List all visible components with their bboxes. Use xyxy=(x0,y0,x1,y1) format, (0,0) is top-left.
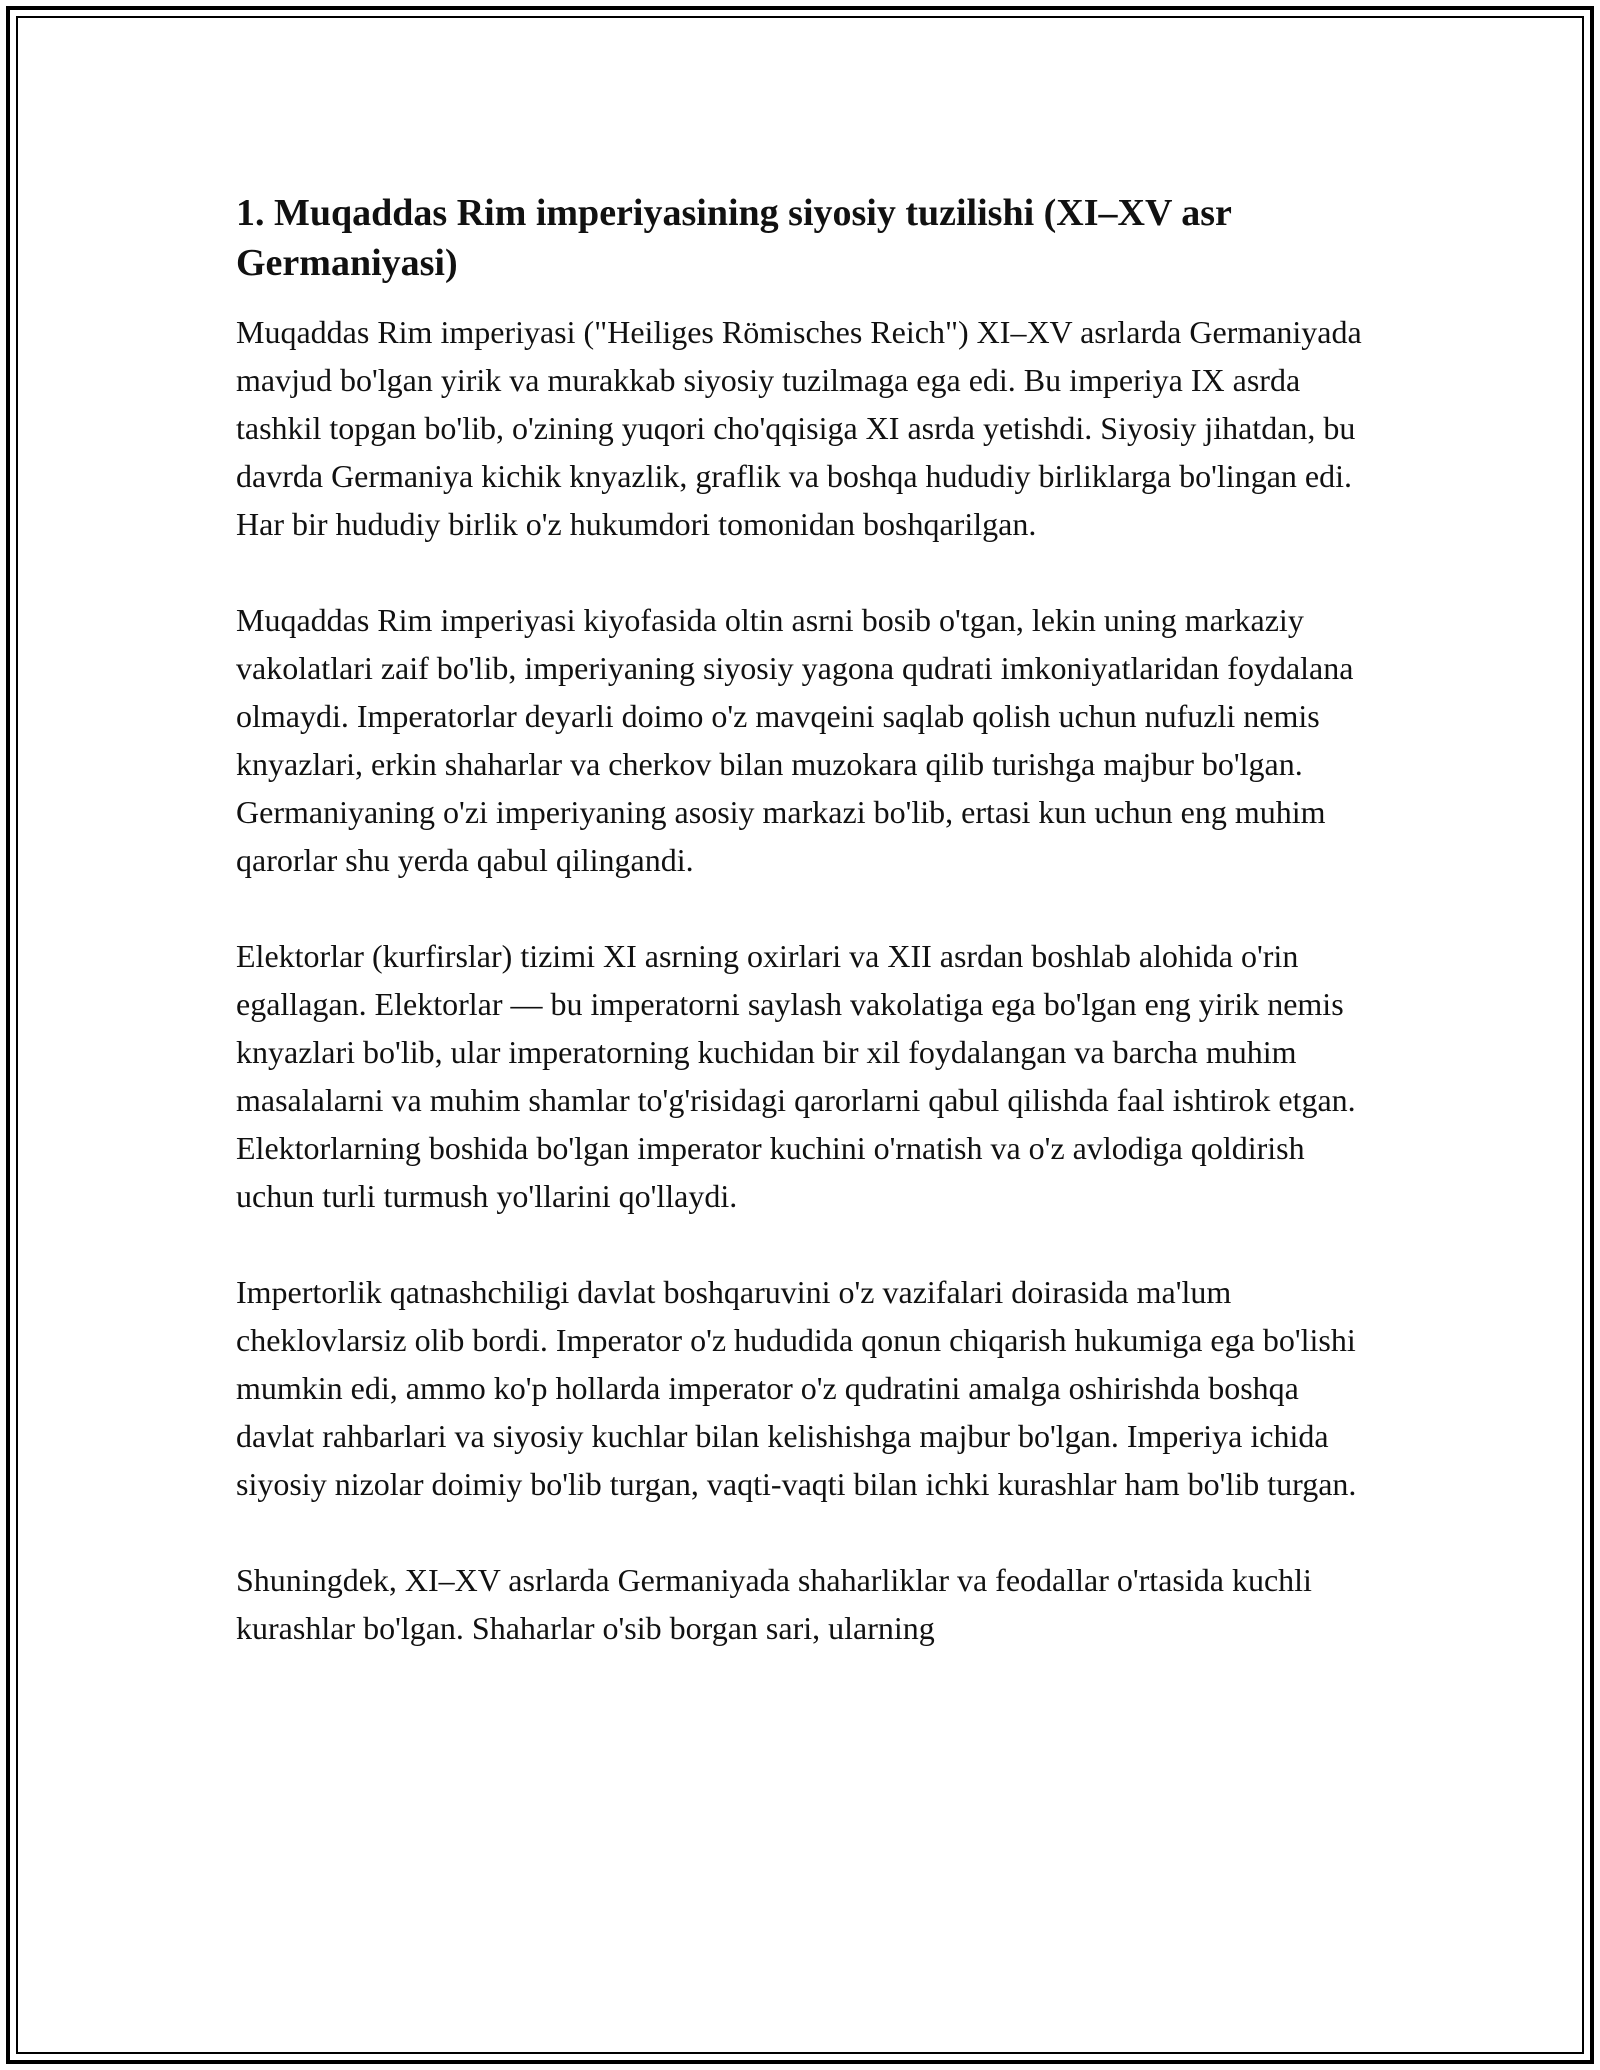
paragraph-5: Shuningdek, XI–XV asrlarda Germaniyada shaharliklar va feodallar o'rtasida kuchli kurashlar bo'lgan. Shaharlar o'sib borgan sari, ularning xyxy=(236,1562,1312,1646)
document-body xyxy=(236,188,1376,1652)
paragraph-2: Muqaddas Rim imperiyasi kiyofasida oltin asrni bosib o'tgan, lekin uning markaziy vakolatlari zaif bo'lib, imperiyaning siyosiy yagona qudrati imkoniyatlaridan foydalana olmaydi. Imperatorlar deyarli doimo o'z mavqeini saqlab qolish uchun nufuzli nemis knyazlari, erkin shaharlar va cherkov bilan muzokara qilib turishga majbur bo'lgan. Germaniyaning o'zi imperiyaning asosiy markazi bo'lib, ertasi kun uchun eng muhim qarorlar shu yerda qabul qilingandi. xyxy=(236,602,1354,878)
paragraph-3: Elektorlar (kurfirslar) tizimi XI asrning oxirlari va XII asrdan boshlab alohida o'rin egallagan. Elektorlar — bu imperatorni saylash vakolatiga ega bo'lgan eng yirik nemis knyazlari bo'lib, ular imperatorning kuchidan bir xil foydalangan va barcha muhim masalalarni va muhim shamlar to'g'risidagi qarorlarni qabul qilishda faal ishtirok etgan. Elektorlarning boshida bo'lgan imperator kuchini o'rnatish va o'z avlodiga qoldirish uchun turli turmush yo'llarini qo'llaydi. xyxy=(236,938,1356,1214)
paragraph-1: Muqaddas Rim imperiyasi ("Heiliges Römisches Reich") XI–XV asrlarda Germaniyada mavjud bo'lgan yirik va murakkab siyosiy tuzilmaga ega edi. Bu imperiya IX asrda tashkil topgan bo'lib, o'zining yuqori cho'qqisiga XI asrda yetishdi. Siyosiy jihatdan, bu davrda Germaniya kichik knyazlik, graflik va boshqa hududiy birliklarga bo'lingan edi. Har bir hududiy birlik o'z hukumdori tomonidan boshqarilgan. xyxy=(236,314,1362,542)
section-title: 1. Muqaddas Rim imperiyasining siyosiy tuzilishi (XI–XV asr Germaniyasi) xyxy=(236,192,1232,284)
paragraph-4: Impertorlik qatnashchiligi davlat boshqaruvini o'z vazifalari doirasida ma'lum cheklovlarsiz olib bordi. Imperator o'z hududida qonun chiqarish hukumiga ega bo'lishi mumkin edi, ammo ko'p hollarda imperator o'z qudratini amalga oshirishda boshqa davlat rahbarlari va siyosiy kuchlar bilan kelishishga majbur bo'lgan. Imperiya ichida siyosiy nizolar doimiy bo'lib turgan, vaqti-vaqti bilan ichki kurashlar ham bo'lib turgan. xyxy=(236,1274,1357,1502)
